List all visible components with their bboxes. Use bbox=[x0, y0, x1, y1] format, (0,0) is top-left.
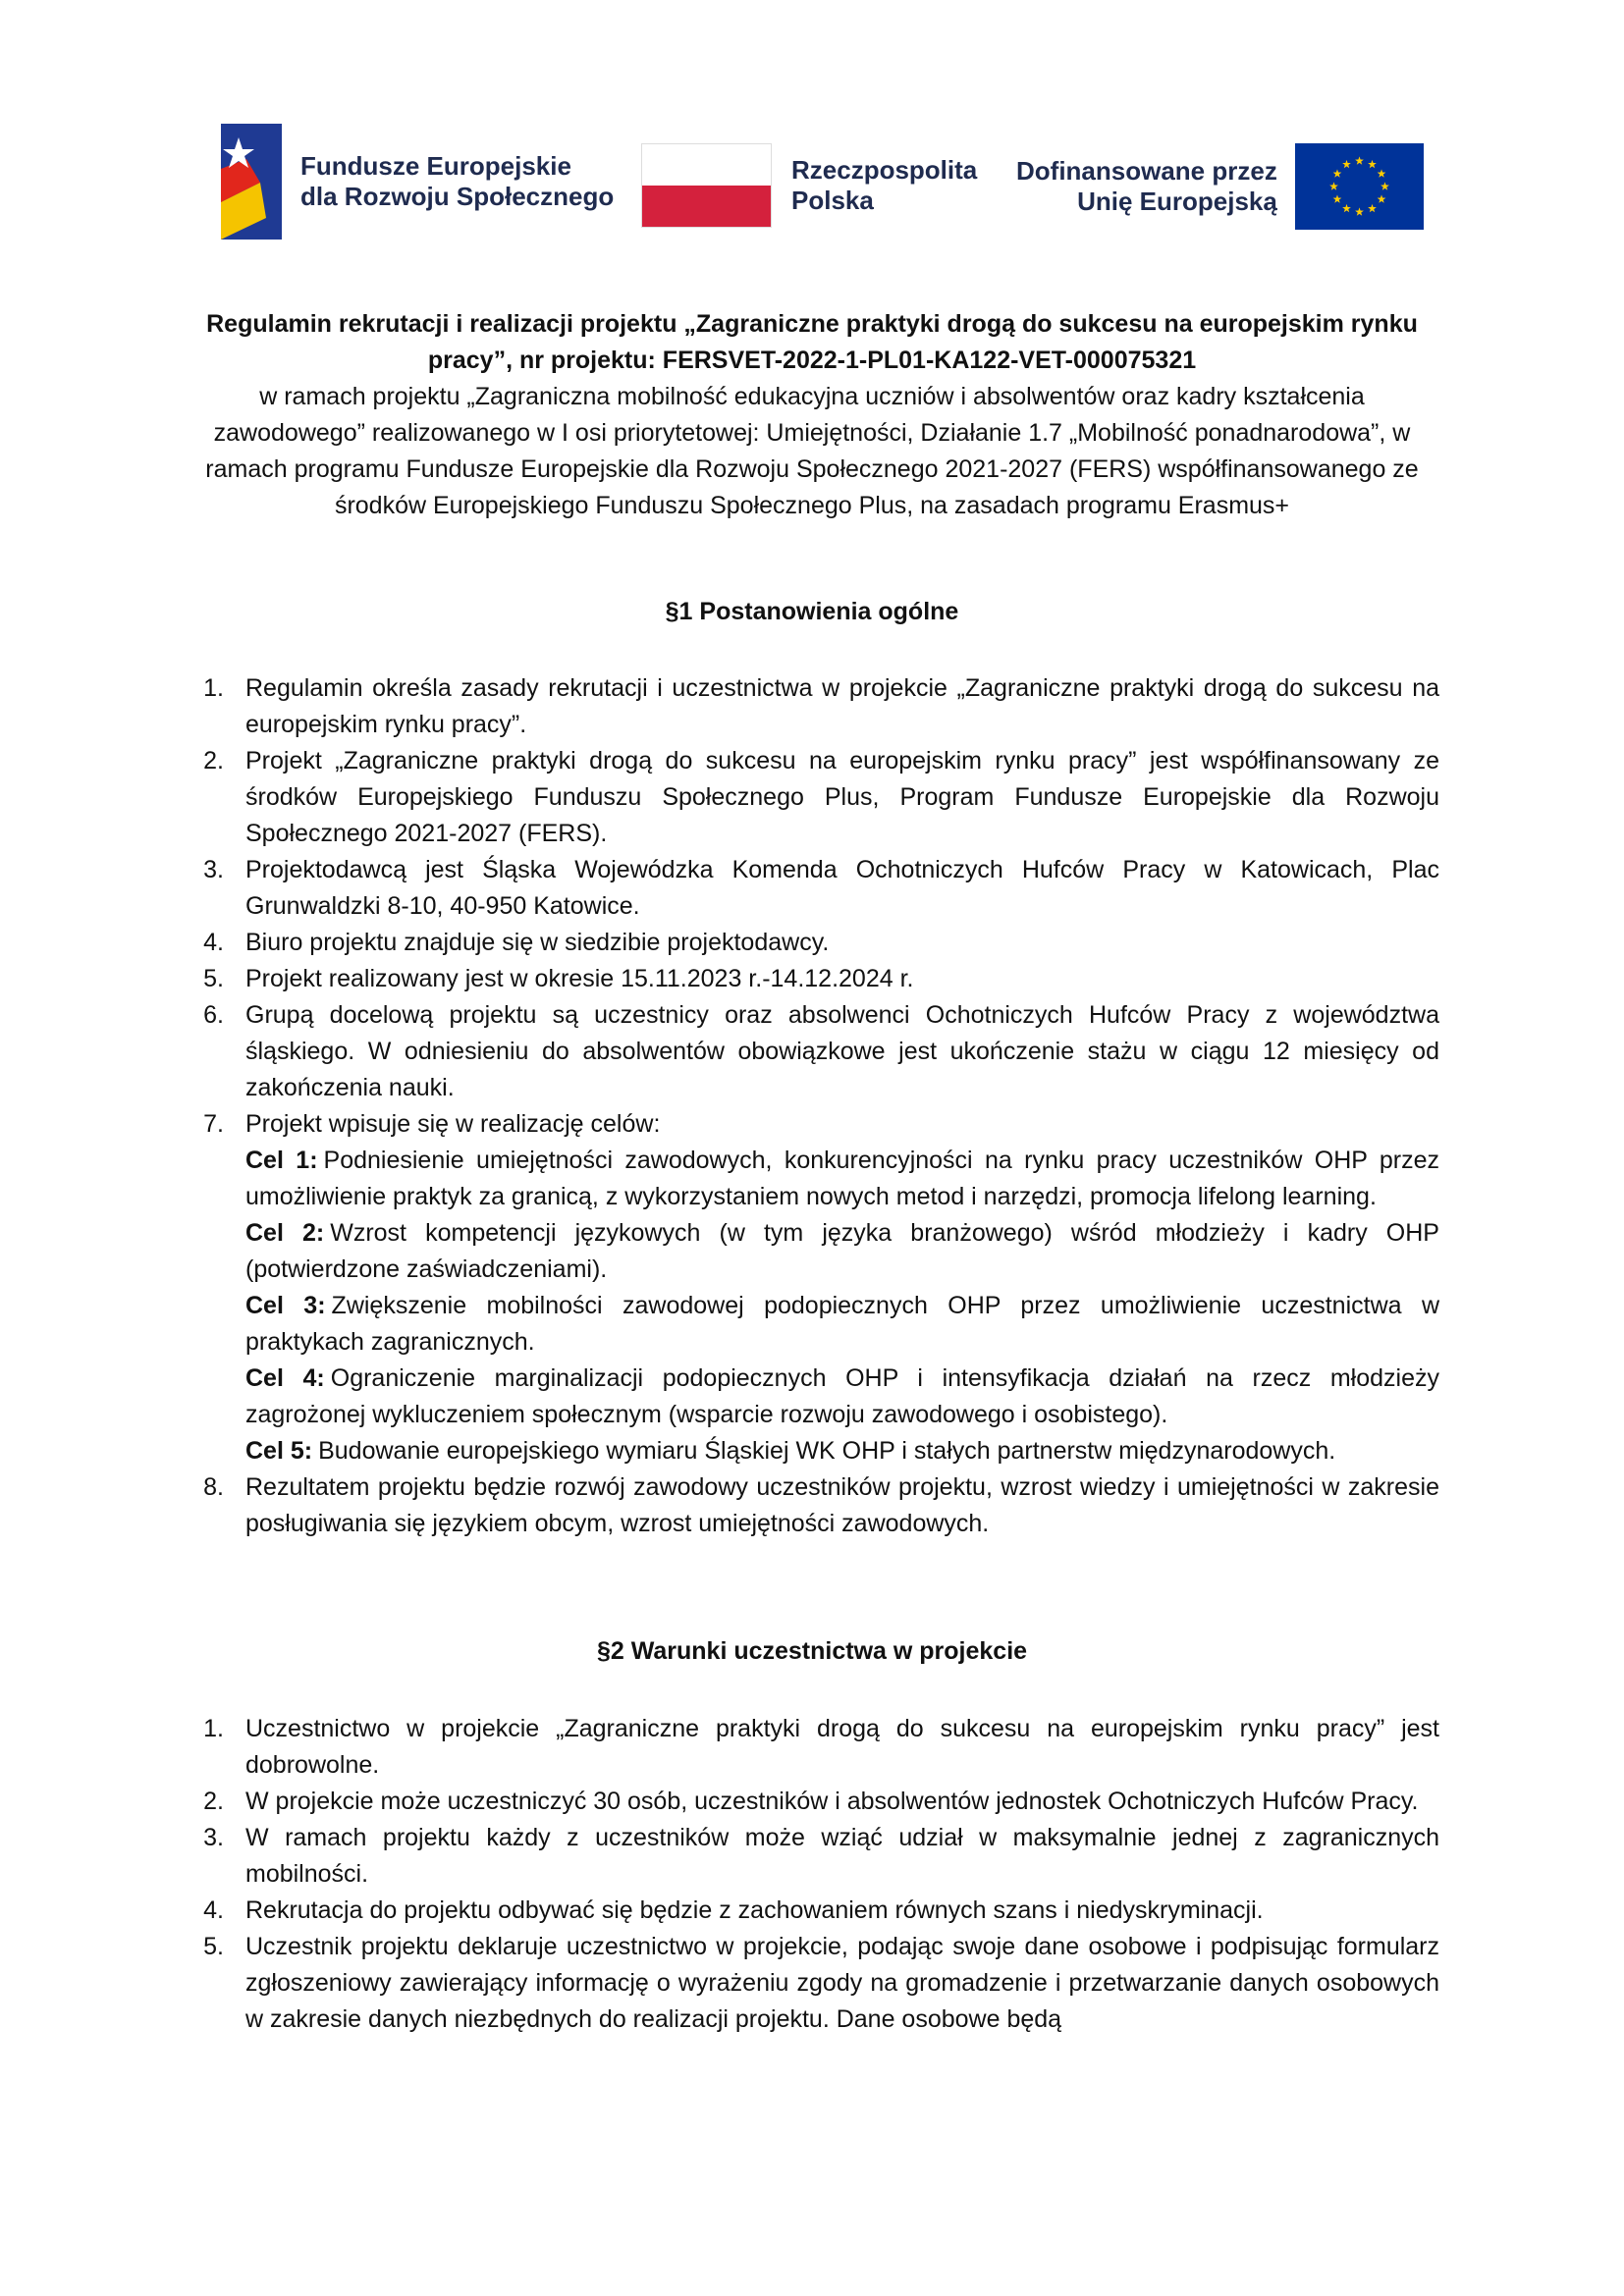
goal-text: Podniesienie umiejętności zawodowych, konkurencyjności na rynku pracy uczestników OHP przez umożliwienie praktyk za granicą, z wykorzystaniem nowych metod i narzędzi, promocja lifelong learning. bbox=[245, 1147, 1439, 1210]
list-item bbox=[187, 997, 1439, 1106]
eu-logo-line2: Unię Europejską bbox=[1077, 187, 1277, 216]
list-item-number: 2. bbox=[203, 1788, 224, 1815]
list-item-text: Regulamin określa zasady rekrutacji i uczestnictwa w projekcie „Zagraniczne praktyki drogą do sukcesu na europejskim rynku pracy”. bbox=[245, 674, 1439, 738]
list-item-number: 4. bbox=[203, 929, 224, 956]
goal-text: Ograniczenie marginalizacji podopiecznych OHP i intensyfikacja działań na rzecz młodzieży zagrożonej wykluczeniem społecznym (wsparcie rozwoju zawodowego i osobistego). bbox=[245, 1364, 1439, 1428]
goal-label: Cel 2: bbox=[245, 1219, 325, 1247]
goal-label: Cel 3: bbox=[245, 1292, 326, 1319]
list-item bbox=[187, 743, 1439, 852]
rp-logo-line1: Rzeczpospolita bbox=[791, 155, 978, 185]
goal-label: Cel 1: bbox=[245, 1147, 318, 1174]
list-item-number: 1. bbox=[203, 1715, 224, 1742]
list-item-number: 3. bbox=[203, 1824, 224, 1851]
goal-item bbox=[245, 1361, 1439, 1433]
list-item-text: W ramach projektu każdy z uczestników może wziąć udział w maksymalnie jednej z zagranicznych mobilności. bbox=[245, 1824, 1439, 1888]
rp-logo-line2: Polska bbox=[791, 186, 874, 215]
list-item-number: 6. bbox=[203, 1001, 224, 1029]
rp-logo bbox=[641, 143, 977, 228]
goal-label: Cel 4: bbox=[245, 1364, 325, 1392]
rp-logo-text bbox=[791, 155, 977, 216]
goal-text: Wzrost kompetencji językowych (w tym języka branżowego) wśród młodzieży i kadry OHP (potwierdzone zaświadczeniami). bbox=[245, 1219, 1439, 1283]
section-2-list bbox=[187, 1711, 1439, 2038]
list-item-number: 8. bbox=[203, 1473, 224, 1501]
fe-logo-icon bbox=[221, 124, 282, 240]
list-item-text: Rekrutacja do projektu odbywać się będzie z zachowaniem równych szans i niedyskryminacji. bbox=[245, 1896, 1264, 1924]
goal-item bbox=[245, 1433, 1439, 1469]
section-1-list bbox=[187, 670, 1439, 1542]
document-header bbox=[187, 306, 1437, 524]
list-item-number: 7. bbox=[203, 1110, 224, 1138]
list-item-number: 5. bbox=[203, 1933, 224, 1960]
fe-logo-line2: dla Rozwoju Społecznego bbox=[300, 182, 615, 211]
list-item-text: Biuro projektu znajduje się w siedzibie projektodawcy. bbox=[245, 929, 830, 956]
section-2-title: §2 Warunki uczestnictwa w projekcie bbox=[596, 1637, 1028, 1665]
fe-logo-line1: Fundusze Europejskie bbox=[300, 151, 571, 181]
list-item-number: 1. bbox=[203, 674, 224, 702]
list-item bbox=[187, 1469, 1439, 1542]
goal-text: Budowanie europejskiego wymiaru Śląskiej WK OHP i stałych partnerstw międzynarodowych. bbox=[318, 1437, 1336, 1465]
list-item-text: Uczestnictwo w projekcie „Zagraniczne praktyki drogą do sukcesu na europejskim rynku pracy” jest dobrowolne. bbox=[245, 1715, 1439, 1779]
goal-item bbox=[245, 1288, 1439, 1361]
list-item bbox=[187, 1929, 1439, 2038]
list-item-text: Projekt wpisuje się w realizację celów: bbox=[245, 1110, 661, 1138]
polish-flag-icon bbox=[641, 143, 772, 228]
list-item-text: Projekt „Zagraniczne praktyki drogą do sukcesu na europejskim rynku pracy” jest współfinansowany ze środków Europejskiego Funduszu Społecznego Plus, Program Fundusze Europejskie dla Rozwoju Społecznego 2021-2027 (FERS). bbox=[245, 747, 1439, 847]
list-item bbox=[187, 925, 1439, 961]
goal-label: Cel 5: bbox=[245, 1437, 313, 1465]
eu-flag-icon bbox=[1295, 143, 1424, 230]
list-item bbox=[187, 670, 1439, 743]
section-1-title: §1 Postanowienia ogólne bbox=[665, 598, 959, 625]
eu-logo-text bbox=[1016, 156, 1277, 217]
list-item bbox=[187, 1893, 1439, 1929]
goal-item bbox=[245, 1143, 1439, 1215]
list-item-number: 5. bbox=[203, 965, 224, 992]
goals-list bbox=[245, 1143, 1439, 1469]
fe-logo bbox=[221, 124, 614, 240]
list-item bbox=[187, 961, 1439, 997]
list-item-number: 4. bbox=[203, 1896, 224, 1924]
logo-bar bbox=[0, 0, 1624, 255]
list-item-text: W projekcie może uczestniczyć 30 osób, uczestników i absolwentów jednostek Ochotniczych Hufców Pracy. bbox=[245, 1788, 1419, 1815]
eu-logo bbox=[1016, 143, 1424, 230]
list-item-number: 2. bbox=[203, 747, 224, 774]
list-item-text: Projekt realizowany jest w okresie 15.11.2023 r.-14.12.2024 r. bbox=[245, 965, 914, 992]
list-item bbox=[187, 1784, 1439, 1820]
goal-item bbox=[245, 1215, 1439, 1288]
list-item bbox=[187, 852, 1439, 925]
fe-logo-text bbox=[300, 151, 614, 212]
list-item bbox=[187, 1106, 1439, 1469]
goal-text: Zwiększenie mobilności zawodowej podopiecznych OHP przez umożliwienie uczestnictwa w praktykach zagranicznych. bbox=[245, 1292, 1439, 1356]
eu-logo-line1: Dofinansowane przez bbox=[1016, 156, 1277, 186]
list-item-text: Uczestnik projektu deklaruje uczestnictwo w projekcie, podając swoje dane osobowe i podpisując formularz zgłoszeniowy zawierający informację o wyrażeniu zgody na gromadzenie i przetwarzanie danych osobowych w zakresie danych niezbędnych do realizacji projektu. Dane osobowe będą bbox=[245, 1933, 1439, 2033]
list-item bbox=[187, 1820, 1439, 1893]
list-item bbox=[187, 1711, 1439, 1784]
document-subtitle: w ramach projektu „Zagraniczna mobilność edukacyjna uczniów i absolwentów oraz kadry kształcenia zawodowego” realizowanego w I osi priorytetowej: Umiejętności, Działanie 1.7 „Mobilność ponadnarodowa”, w ramach programu Fundusze Europejskie dla Rozwoju Społecznego 2021-2027 (FERS) współfinansowanego ze środków Europejskiego Funduszu Społecznego Plus, na zasadach programu Erasmus+ bbox=[205, 383, 1419, 519]
list-item-number: 3. bbox=[203, 856, 224, 883]
document-title: Regulamin rekrutacji i realizacji projektu „Zagraniczne praktyki drogą do sukcesu na europejskim rynku pracy”, nr projektu: FERSVET-2022-1-PL01-KA122-VET-000075321 bbox=[206, 310, 1418, 374]
list-item-text: Rezultatem projektu będzie rozwój zawodowy uczestników projektu, wzrost wiedzy i umiejętności w zakresie posługiwania się językiem obcym, wzrost umiejętności zawodowych. bbox=[245, 1473, 1439, 1537]
list-item-text: Projektodawcą jest Śląska Wojewódzka Komenda Ochotniczych Hufców Pracy w Katowicach, Plac Grunwaldzki 8-10, 40-950 Katowice. bbox=[245, 856, 1439, 920]
list-item-text: Grupą docelową projektu są uczestnicy oraz absolwenci Ochotniczych Hufców Pracy z województwa śląskiego. W odniesieniu do absolwentów obowiązkowe jest ukończenie stażu w ciągu 12 miesięcy od zakończenia nauki. bbox=[245, 1001, 1439, 1101]
